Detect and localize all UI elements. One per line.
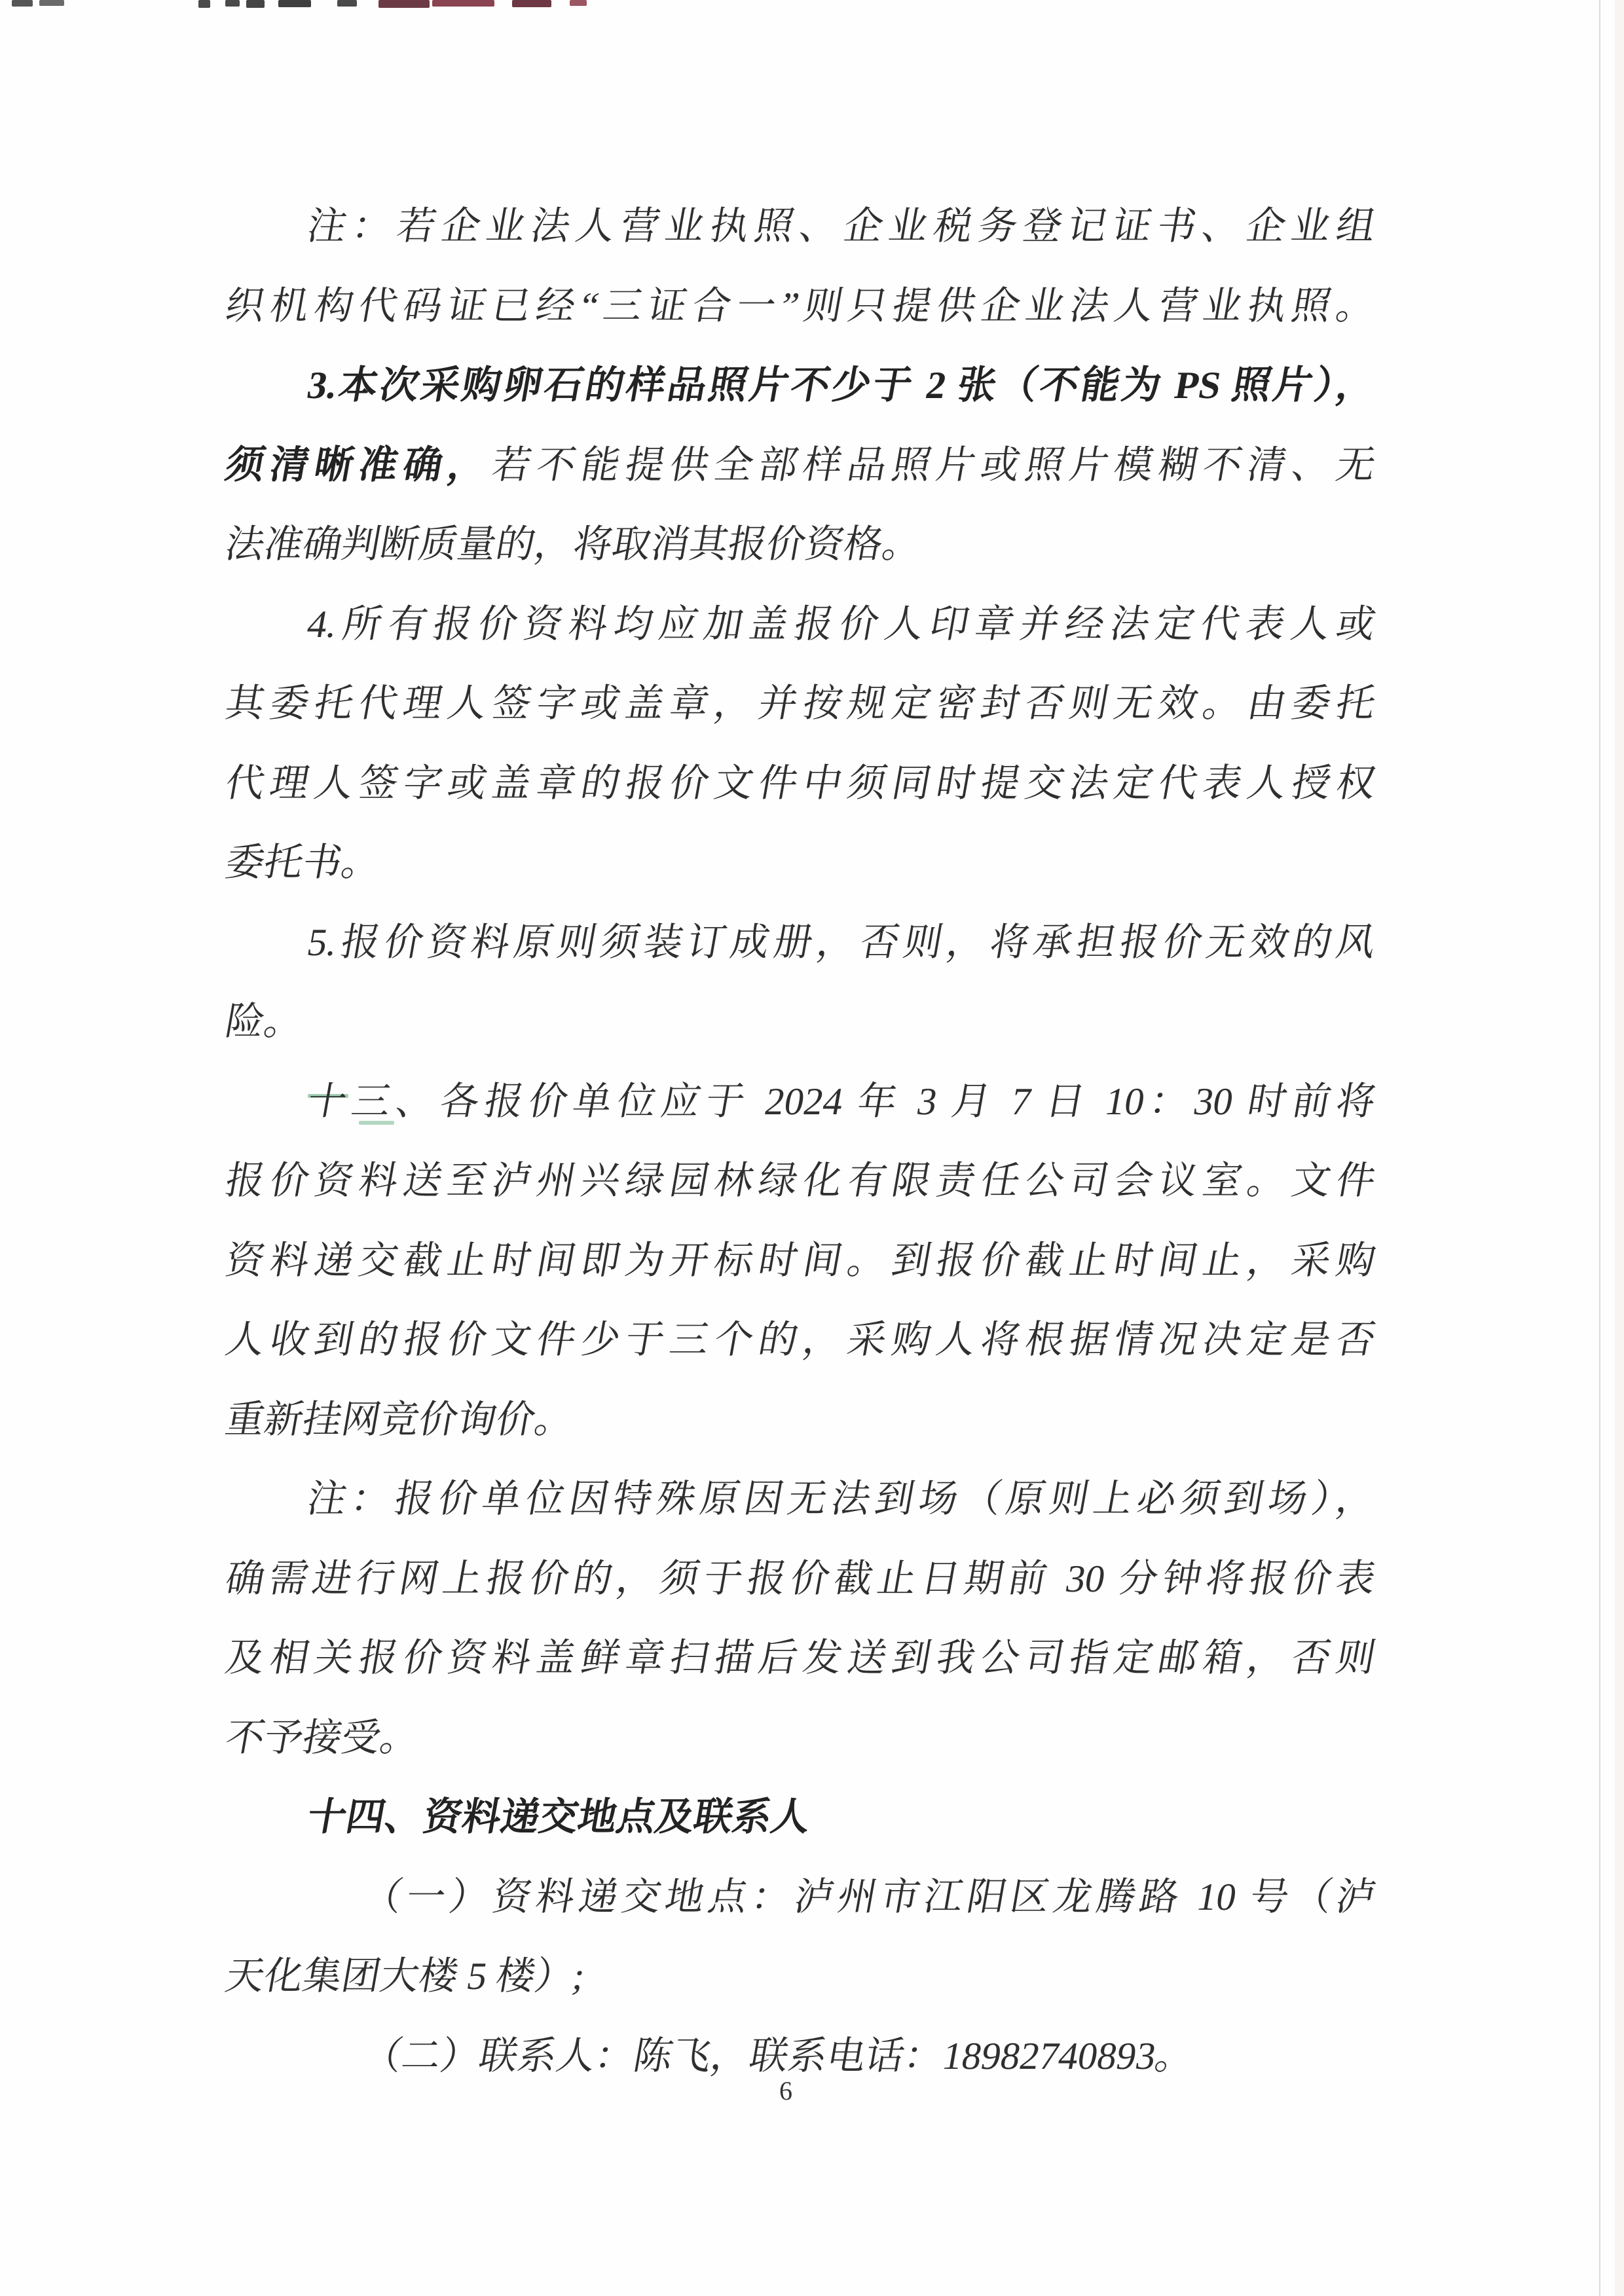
bold-text-segment: 须清晰准确， (222, 443, 496, 486)
text-line (219, 1380, 1382, 1460)
text-segment: 注：若企业法人营业执照、企业税务登记证书、企业组 (304, 204, 1379, 247)
text-segment: 不予接受。 (222, 1715, 423, 1759)
text-segment: 织机构代码证已经“三证合一”则只提供企业法人营业执照。 (222, 283, 1379, 327)
text-line (301, 346, 1382, 426)
scan-artifact (246, 0, 265, 8)
text-line (301, 585, 1382, 665)
text-line (219, 1141, 1382, 1221)
page-edge-shade (1615, 0, 1624, 2296)
text-segment: 重新挂网竞价询价。 (222, 1397, 578, 1441)
text-segment: 若不能提供全部样品照片或照片模糊不清、无 (489, 443, 1379, 486)
text-segment: 人收到的报价文件少于三个的，采购人将根据情况决定是否 (222, 1318, 1379, 1361)
text-line (219, 744, 1382, 824)
scan-artifact (570, 0, 587, 6)
scan-artifact (432, 0, 494, 7)
text-line (219, 664, 1382, 744)
text-segment: 报价资料送至泸州兴绿园林绿化有限责任公司会议室。文件 (222, 1159, 1379, 1202)
text-line (301, 187, 1382, 266)
text-segment: 险。 (222, 1000, 307, 1043)
text-segment: （二）联系人：陈飞，联系电话：18982740893。 (360, 2033, 1198, 2077)
text-segment: 确需进行网上报价的，须于报价截止日期前 30 分钟将报价表 (222, 1556, 1379, 1600)
text-line (356, 1857, 1382, 1937)
text-segment: （一）资料递交地点：泸州市江阳区龙腾路 10 号（泸 (360, 1874, 1379, 1918)
text-line (219, 1539, 1382, 1619)
text-line (219, 1937, 1382, 2016)
text-line (219, 505, 1382, 585)
bold-text-segment: 3.本次采购卵石的样品照片不少于 2 张（不能为 PS 照片）， (304, 363, 1379, 407)
scan-artifact (225, 0, 240, 7)
text-segment: 5.报价资料原则须装订成册，否则，将承担报价无效的风 (304, 920, 1379, 964)
document-body (222, 187, 1379, 2096)
text-line (219, 426, 1382, 505)
text-line (219, 1698, 1382, 1778)
page-number: 6 (779, 2076, 792, 2105)
scan-artifact (337, 0, 357, 7)
text-segment: 法准确判断质量的，将取消其报价资格。 (222, 522, 925, 566)
text-line (356, 2016, 1382, 2096)
text-segment: 资料递交截止时间即为开标时间。到报价截止时间止，采购 (222, 1238, 1379, 1282)
scan-artifact (12, 0, 33, 7)
text-line (301, 903, 1382, 983)
text-segment: 十三、各报价单位应于 2024 年 3 月 7 日 10：30 时前将 (304, 1079, 1379, 1123)
page-edge-line (1599, 0, 1600, 2296)
text-line (219, 823, 1382, 903)
scan-artifact (512, 0, 551, 7)
text-segment: 及相关报价资料盖鲜章扫描后发送到我公司指定邮箱，否则 (222, 1636, 1379, 1679)
text-line (219, 266, 1382, 346)
text-segment: 委托书。 (222, 841, 384, 884)
text-line (301, 1459, 1382, 1539)
text-segment: 注：报价单位因特殊原因无法到场（原则上必须到场）， (304, 1477, 1379, 1520)
text-line (219, 1618, 1382, 1698)
scan-artifact (39, 0, 64, 6)
bold-text-segment: 十四、资料递交地点及联系人 (304, 1795, 814, 1838)
text-line (301, 1777, 1382, 1857)
scan-artifact (278, 0, 311, 7)
text-segment: 代理人签字或盖章的报价文件中须同时提交法定代表人授权 (222, 761, 1379, 805)
text-segment: 4.所有报价资料均应加盖报价人印章并经法定代表人或 (304, 602, 1379, 646)
text-segment: 其委托代理人签字或盖章，并按规定密封否则无效。由委托 (222, 682, 1379, 725)
text-line (219, 1300, 1382, 1380)
text-line (219, 982, 1382, 1062)
text-line (301, 1062, 1382, 1142)
scan-artifact (198, 0, 210, 8)
text-line (219, 1221, 1382, 1301)
text-segment: 天化集团大楼 5 楼）; (222, 1954, 589, 1997)
scan-artifact (378, 0, 430, 8)
